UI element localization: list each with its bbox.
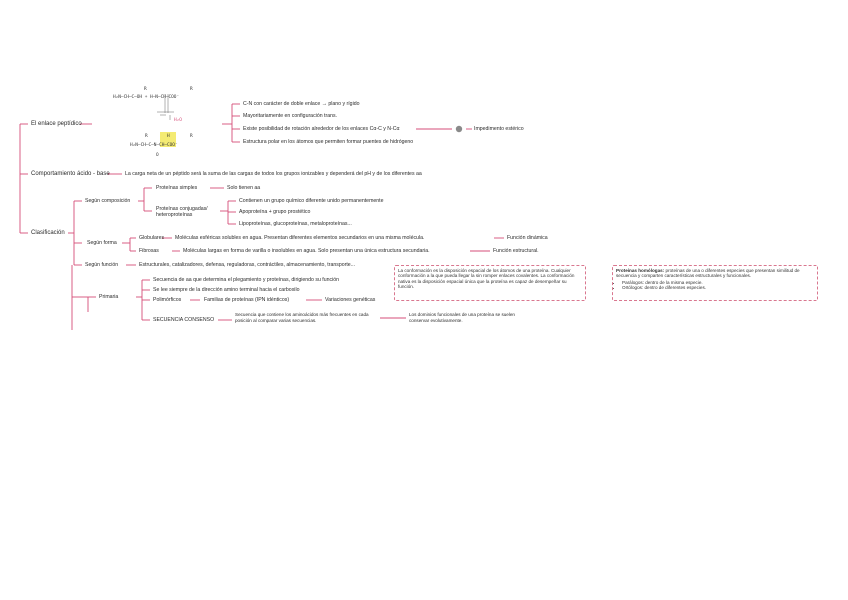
fibrosas-label: Fibrosas — [139, 248, 159, 254]
primaria-label: Primaria — [99, 294, 119, 300]
conjugadas-item-2: Apoproteína + grupo prostético — [239, 209, 311, 215]
impedimento-esterico-note: Impedimento estérico — [474, 126, 524, 132]
enlace-item-2: Mayoritariamente en configuración trans. — [243, 113, 337, 119]
primaria-item-1: Secuencia de aa que determina el plegamiento y proteínas, dirigiendo su función — [153, 277, 340, 283]
conformacion-box — [394, 265, 586, 301]
chem-water: H₂O — [174, 118, 182, 123]
fibrosas-text: Moléculas largas en forma de varilla o insolubles en agua. Solo presentan una única estructura secundaria. — [183, 248, 430, 254]
enlace-item-1: C-N con carácter de doble enlace → plano y rígido — [243, 101, 360, 107]
globulares-note: Función dinámica — [507, 235, 548, 241]
proteinas-conjugadas: Proteínas conjugadas/ heteroproteínas — [156, 206, 208, 218]
segun-funcion-label: Según función — [85, 262, 119, 268]
proteinas-simples-note: Solo tienen aa — [227, 185, 261, 191]
segun-composicion-label: Según composición — [85, 198, 131, 204]
proteinas-simples: Proteínas simples — [156, 185, 198, 191]
primaria-item-3: Polimórficos — [153, 297, 182, 303]
homologas-box — [612, 265, 818, 301]
chem-bottom-equation: H₂N—CH—C—N—CH—COO⁻ — [130, 143, 178, 148]
enlace-item-3: Existe posibilidad de rotación alrededor de los enlaces Cα-C y N-Cα — [243, 126, 400, 132]
primaria-item-2: Se lee siempre de la dirección amino terminal hacia el carboxilo — [153, 287, 300, 293]
enlace-peptidico-label: El enlace peptídico — [31, 121, 82, 127]
chem-bottom-o: O — [156, 153, 159, 158]
globulares-text: Moléculas esféricas solubles en agua. Presentan diferentes elementos secundarios en una misma molécula. — [175, 235, 425, 241]
comportamiento-label: Comportamiento ácido - base — [31, 171, 110, 177]
segun-forma-label: Según forma — [87, 240, 117, 246]
polimorficos-note-2: Variaciones genéticas — [325, 297, 376, 303]
chem-bottom-h: H — [167, 134, 170, 139]
polimorficos-note: Familias de proteínas (IPN idénticos) — [204, 297, 290, 303]
homologas-item-ortologos: • Ortólogos: dentro de diferentes especies. — [622, 285, 814, 290]
secuencia-consenso-label: SECUENCIA CONSENSO — [153, 317, 215, 323]
conjugadas-item-1: Contienen un grupo químico diferente unido permanentemente — [239, 198, 384, 204]
chem-top-equation: H₂N—CH—C—OH + H—N—CH—COO⁻ — [113, 95, 180, 100]
secuencia-consenso-note: Los dominios funcionales de una proteína se suelen conservar evolutivamente. — [409, 312, 515, 323]
conjugadas-item-3: Lipoproteínas, glucoproteínas, metaloproteínas... — [239, 221, 352, 227]
comportamiento-text: La carga neta de un péptido será la suma de las cargas de todos los grupos ionizables y dependerá del pH y de los diferentes aa — [125, 171, 422, 177]
homologas-list — [622, 280, 814, 291]
segun-funcion-text: Estructurales, catalizadores, defensa, reguladoras, contráctiles, almacenamiento, transporte... — [139, 262, 355, 268]
homologas-title: Proteínas homólogas: — [616, 268, 665, 273]
fibrosas-note: Función estructural. — [493, 248, 539, 254]
impedimento-dot — [456, 126, 462, 132]
globulares-label: Globulares — [139, 235, 165, 241]
chem-bottom-r-right: R — [190, 134, 193, 139]
enlace-item-4: Estructura polar en los átomos que permiten formar puentes de hidrógeno — [243, 139, 414, 145]
clasificacion-label: Clasificación — [31, 230, 65, 236]
homologas-text: proteínas de una o diferentes especies que presentan similitud de secuencia y comparten características estructurales y funcionales. — [616, 268, 800, 279]
homologas-item-paralogos: • Parálogos: dentro de la misma especie. — [622, 280, 814, 285]
chem-bottom-r-left: R — [145, 134, 148, 139]
chem-top-r-right: R — [190, 87, 193, 92]
secuencia-consenso-text: Secuencia que contiene los aminoácidos más frecuentes en cada posición al comparar varias secuencias. — [235, 312, 369, 323]
chem-top-r-left: R — [144, 87, 147, 92]
conformacion-text: La conformación es la disposición espacial de los átomos de una proteína. Cualquier conformación a la que pueda llegar la sin romper enlaces covalentes. La conformación nativa es la disposición espacial única que la proteína es capaz de desempeñar su función. — [398, 268, 575, 290]
